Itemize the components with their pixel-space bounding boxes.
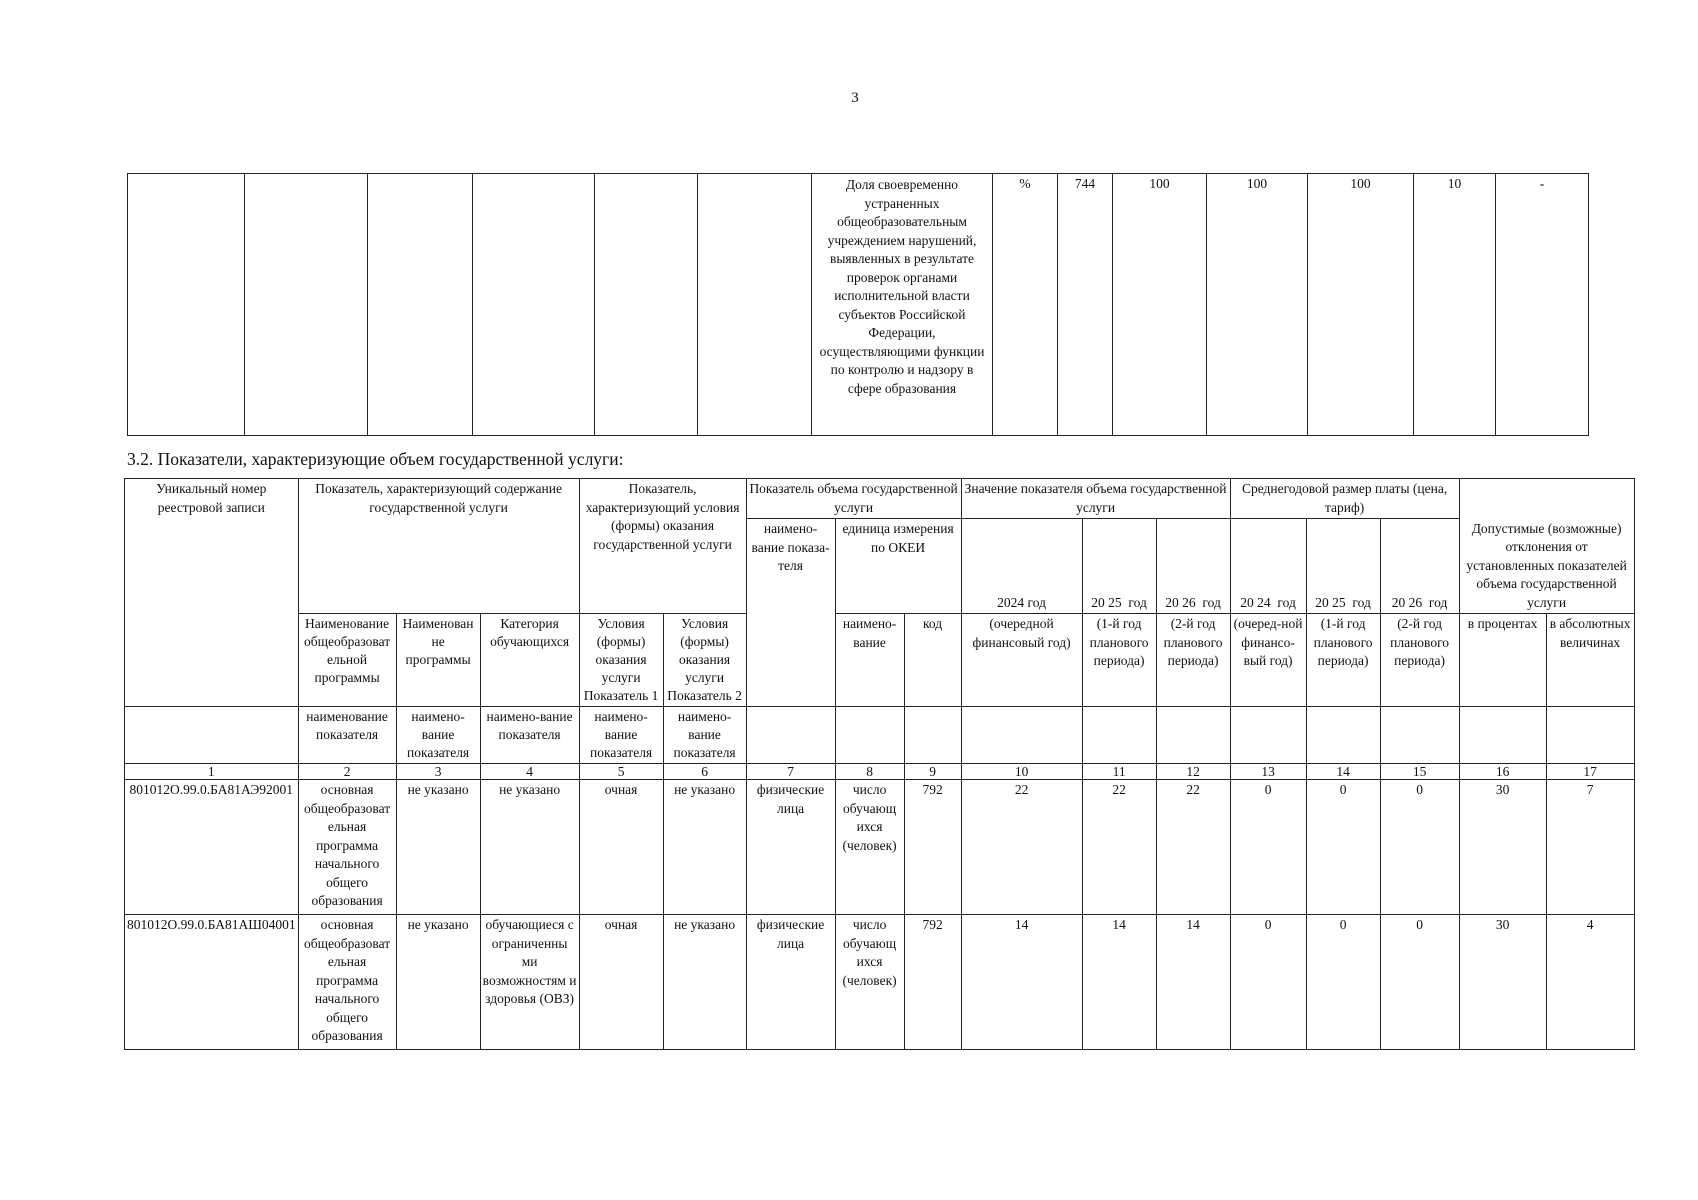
header-fee-2024-year: 20 24 год: [1230, 519, 1306, 614]
column-number: 10: [961, 764, 1082, 780]
table-row: [125, 915, 1635, 1050]
header-unit-code: код: [904, 614, 961, 707]
header-sub-cond2: Условия (формы) оказания услуги Показатель 2: [663, 614, 746, 707]
page-number: 3: [851, 90, 859, 106]
deviation-percent-cell: 10: [1414, 174, 1496, 436]
header-2024-sub: (очередной финансовый год): [961, 614, 1082, 707]
header-fee-2024-sub: (очеред-ной финансо-вый год): [1230, 614, 1306, 707]
empty-cell: [245, 174, 368, 436]
column-number: 5: [579, 764, 663, 780]
cond2-cell: не указано: [663, 780, 746, 915]
empty-cell: [904, 707, 961, 764]
column-number: 17: [1546, 764, 1634, 780]
header-registry: Уникальный номер реестровой записи: [125, 479, 299, 614]
unit-name-cell: число обучающ ихся (человек): [835, 915, 904, 1050]
value-2025-cell: 22: [1082, 780, 1156, 915]
value-2025-cell: 14: [1082, 915, 1156, 1050]
header-2026-year: 20 26 год: [1156, 519, 1230, 614]
header-deviation: Допустимые (возможные) отклонения от установленных показателей объема государственной услуги: [1459, 519, 1634, 614]
header-name-indicator: наимено-вание показателя: [396, 707, 480, 764]
header-2024-year: 2024 год: [961, 519, 1082, 614]
deviation-abs-cell: 7: [1546, 780, 1634, 915]
header-2025-year: 20 25 год: [1082, 519, 1156, 614]
program-cell: не указано: [396, 915, 480, 1050]
column-number: 3: [396, 764, 480, 780]
column-number: 15: [1380, 764, 1459, 780]
header-name-indicator: наименование показателя: [298, 707, 396, 764]
program-name-cell: основная общеобразоват ельная программа начального общего образования: [298, 915, 396, 1050]
column-number: 14: [1306, 764, 1380, 780]
header-fee-2025-year: 20 25 год: [1306, 519, 1380, 614]
fee-2024-cell: 0: [1230, 780, 1306, 915]
column-number: 11: [1082, 764, 1156, 780]
empty-cell: [368, 174, 473, 436]
header-fee-2026-year: 20 26 год: [1380, 519, 1459, 614]
header-name-indicator: наимено-вание показателя: [663, 707, 746, 764]
cond1-cell: очная: [579, 915, 663, 1050]
category-cell: не указано: [480, 780, 579, 915]
deviation-abs-cell: 4: [1546, 915, 1634, 1050]
empty-cell: [128, 174, 245, 436]
header-2025-sub: (1-й год планового периода): [1082, 614, 1156, 707]
indicator-description: Доля своевременно устраненных общеобразовательным учреждением нарушений, выявленных в результате проверок органами исполнительной власти субъектов Российской Федерации, осуществляющими функции по контролю и надзору в сфере образования: [812, 174, 993, 436]
value-2024-cell: 100: [1113, 174, 1207, 436]
registry-cell: 801012О.99.0.БА81АЭ92001: [125, 780, 299, 915]
header-name-indicator: наимено-вание показателя: [579, 707, 663, 764]
empty-cell: [1459, 707, 1546, 764]
header-name-indicator: наимено-вание показателя: [480, 707, 579, 764]
deviation-percent-cell: 30: [1459, 915, 1546, 1050]
unit-cell: %: [993, 174, 1058, 436]
column-number: 6: [663, 764, 746, 780]
category-cell: обучающиеся с ограниченны ми возможностям и здоровья (ОВЗ): [480, 915, 579, 1050]
empty-cell: [1380, 707, 1459, 764]
empty-cell: [835, 707, 904, 764]
empty-cell: [746, 707, 835, 764]
empty-cell: [961, 707, 1082, 764]
empty-cell: [1230, 707, 1306, 764]
header-dev-percent: в процентах: [1459, 614, 1546, 707]
header-sub-cond1: Условия (формы) оказания услуги Показатель 1: [579, 614, 663, 707]
registry-cell: 801012О.99.0.БА81АШ04001: [125, 915, 299, 1050]
header-unit-name: наимено-вание: [835, 614, 904, 707]
program-name-cell: основная общеобразоват ельная программа начального общего образования: [298, 780, 396, 915]
empty-cell: [1082, 707, 1156, 764]
column-number: 9: [904, 764, 961, 780]
value-2024-cell: 14: [961, 915, 1082, 1050]
header-2026-sub: (2-й год планового периода): [1156, 614, 1230, 707]
header-row: [125, 479, 1635, 519]
value-2026-cell: 100: [1308, 174, 1414, 436]
column-number: 4: [480, 764, 579, 780]
header-value: Значение показателя объема государственной услуги: [961, 479, 1230, 519]
header-volume-unit: единица измерения по ОКЕИ: [835, 519, 961, 614]
header-deviation-title: [1459, 479, 1634, 519]
okei-code-cell: 744: [1058, 174, 1113, 436]
table-row: [128, 174, 1589, 436]
header-row: [125, 707, 1635, 764]
column-number: 16: [1459, 764, 1546, 780]
empty-cell: [595, 174, 698, 436]
header-sub-program-name: Наименование общеобразоват ельной программы: [298, 614, 396, 707]
header-dev-abs: в абсолютных величинах: [1546, 614, 1634, 707]
column-number: 7: [746, 764, 835, 780]
column-number: 1: [125, 764, 299, 780]
cond1-cell: очная: [579, 780, 663, 915]
fee-2025-cell: 0: [1306, 780, 1380, 915]
quality-indicators-continuation-table: [127, 173, 1589, 436]
header-volume-name: наимено-вание показа-теля: [746, 519, 835, 707]
header-fee: Среднегодовой размер платы (цена, тариф): [1230, 479, 1459, 519]
cond2-cell: не указано: [663, 915, 746, 1050]
section-title: 3.2. Показатели, характеризующие объем государственной услуги:: [127, 449, 624, 469]
column-number-row: [125, 764, 1635, 780]
header-sub-program: Наименован не программы: [396, 614, 480, 707]
empty-cell: [698, 174, 812, 436]
unit-code-cell: 792: [904, 780, 961, 915]
header-registry-filler: [125, 707, 299, 764]
fee-2024-cell: 0: [1230, 915, 1306, 1050]
fee-2026-cell: 0: [1380, 915, 1459, 1050]
volume-indicators-table: [124, 478, 1635, 1050]
fee-2026-cell: 0: [1380, 780, 1459, 915]
header-volume: Показатель объема государственной услуги: [746, 479, 961, 519]
column-number: 12: [1156, 764, 1230, 780]
indicator-cell: физические лица: [746, 780, 835, 915]
value-2026-cell: 22: [1156, 780, 1230, 915]
value-2026-cell: 14: [1156, 915, 1230, 1050]
header-sub-category: Категория обучающихся: [480, 614, 579, 707]
column-number: 8: [835, 764, 904, 780]
header-fee-2026-sub: (2-й год планового периода): [1380, 614, 1459, 707]
header-conditions: Показатель, характеризующий условия (формы) оказания государственной услуги: [579, 479, 746, 614]
table-row: [125, 780, 1635, 915]
deviation-abs-cell: -: [1496, 174, 1589, 436]
header-content: Показатель, характеризующий содержание государственной услуги: [298, 479, 579, 614]
empty-cell: [473, 174, 595, 436]
fee-2025-cell: 0: [1306, 915, 1380, 1050]
column-number: 13: [1230, 764, 1306, 780]
value-2024-cell: 22: [961, 780, 1082, 915]
program-cell: не указано: [396, 780, 480, 915]
header-registry-filler: [125, 614, 299, 707]
column-number: 2: [298, 764, 396, 780]
header-fee-2025-sub: (1-й год планового периода): [1306, 614, 1380, 707]
indicator-cell: физические лица: [746, 915, 835, 1050]
empty-cell: [1546, 707, 1634, 764]
empty-cell: [1156, 707, 1230, 764]
unit-name-cell: число обучающ ихся (человек): [835, 780, 904, 915]
deviation-percent-cell: 30: [1459, 780, 1546, 915]
unit-code-cell: 792: [904, 915, 961, 1050]
value-2025-cell: 100: [1207, 174, 1308, 436]
empty-cell: [1306, 707, 1380, 764]
